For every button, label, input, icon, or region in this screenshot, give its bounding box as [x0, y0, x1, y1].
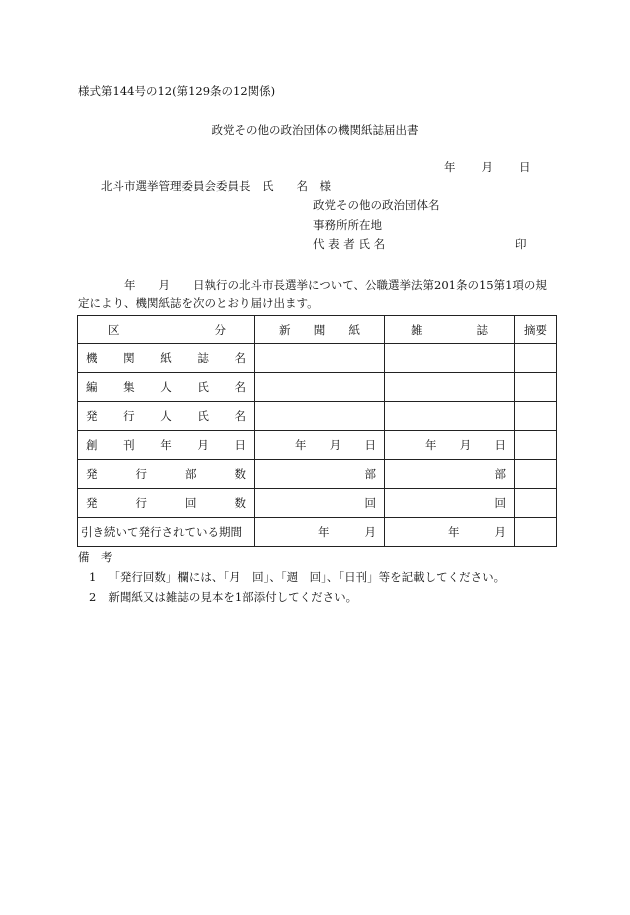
date-year: 年 [444, 160, 456, 174]
note-item: 1 「発行回数」欄には、「月 回」、「週 回」、「日刊」等を記載してください。 [89, 570, 506, 584]
newspaper-cell[interactable]: 回 [255, 489, 385, 518]
magazine-cell[interactable]: 年 月 [385, 518, 515, 547]
table-header-row [78, 316, 557, 344]
office-address-label: 事務所所在地 [313, 218, 382, 232]
header-category: 区 分 [78, 316, 255, 344]
remarks-cell[interactable] [515, 344, 557, 373]
remarks-cell[interactable] [515, 373, 557, 402]
seal-mark: 印 [515, 237, 527, 251]
remarks-cell[interactable] [515, 431, 557, 460]
remarks-cell[interactable] [515, 460, 557, 489]
table-row [78, 518, 557, 547]
remarks-cell[interactable] [515, 402, 557, 431]
row-label: 引き続いて発行されている期間 [78, 518, 255, 547]
magazine-cell[interactable] [385, 344, 515, 373]
newspaper-cell[interactable]: 年 月 日 [255, 431, 385, 460]
addressee: 北斗市選挙管理委員会委員長 氏 名 様 [101, 179, 331, 193]
table-row [78, 431, 557, 460]
magazine-cell[interactable]: 回 [385, 489, 515, 518]
notes-heading: 備 考 [78, 550, 113, 564]
document-title: 政党その他の政治団体の機関紙誌届出書 [211, 123, 419, 137]
newspaper-cell[interactable]: 部 [255, 460, 385, 489]
magazine-cell[interactable] [385, 402, 515, 431]
table-row [78, 460, 557, 489]
remarks-cell[interactable] [515, 518, 557, 547]
date-line [444, 162, 531, 174]
registration-table [77, 315, 557, 547]
row-label: 発 行 回 数 [78, 489, 255, 518]
row-label: 創 刊 年 月 日 [78, 431, 255, 460]
magazine-cell[interactable]: 年 月 日 [385, 431, 515, 460]
magazine-cell[interactable] [385, 373, 515, 402]
table-row [78, 344, 557, 373]
table-row [78, 373, 557, 402]
table-row [78, 402, 557, 431]
org-name-label: 政党その他の政治団体名 [313, 198, 440, 212]
header-remarks: 摘要 [515, 316, 557, 344]
row-label: 編 集 人 氏 名 [78, 373, 255, 402]
newspaper-cell[interactable] [255, 402, 385, 431]
newspaper-cell[interactable] [255, 344, 385, 373]
date-month: 月 [481, 160, 493, 174]
form-number: 様式第144号の12(第129条の12関係) [78, 84, 276, 98]
remarks-cell[interactable] [515, 489, 557, 518]
note-item: 2 新聞紙又は雑誌の見本を1部添付してください。 [89, 590, 358, 604]
header-magazine: 雑 誌 [385, 316, 515, 344]
magazine-cell[interactable]: 部 [385, 460, 515, 489]
header-newspaper: 新 聞 紙 [255, 316, 385, 344]
row-label: 発 行 部 数 [78, 460, 255, 489]
row-label: 発 行 人 氏 名 [78, 402, 255, 431]
representative-name-label: 代 表 者 氏 名 [313, 237, 386, 251]
date-day: 日 [519, 160, 531, 174]
table-row [78, 489, 557, 518]
body-text [78, 276, 558, 312]
newspaper-cell[interactable]: 年 月 [255, 518, 385, 547]
newspaper-cell[interactable] [255, 373, 385, 402]
body-text-content: 年 月 日執行の北斗市長選挙について、公職選挙法第201条の15第1項の規定により、機関紙誌を次のとおり届け出ます。 [78, 278, 547, 310]
row-label: 機 関 紙 誌 名 [78, 344, 255, 373]
